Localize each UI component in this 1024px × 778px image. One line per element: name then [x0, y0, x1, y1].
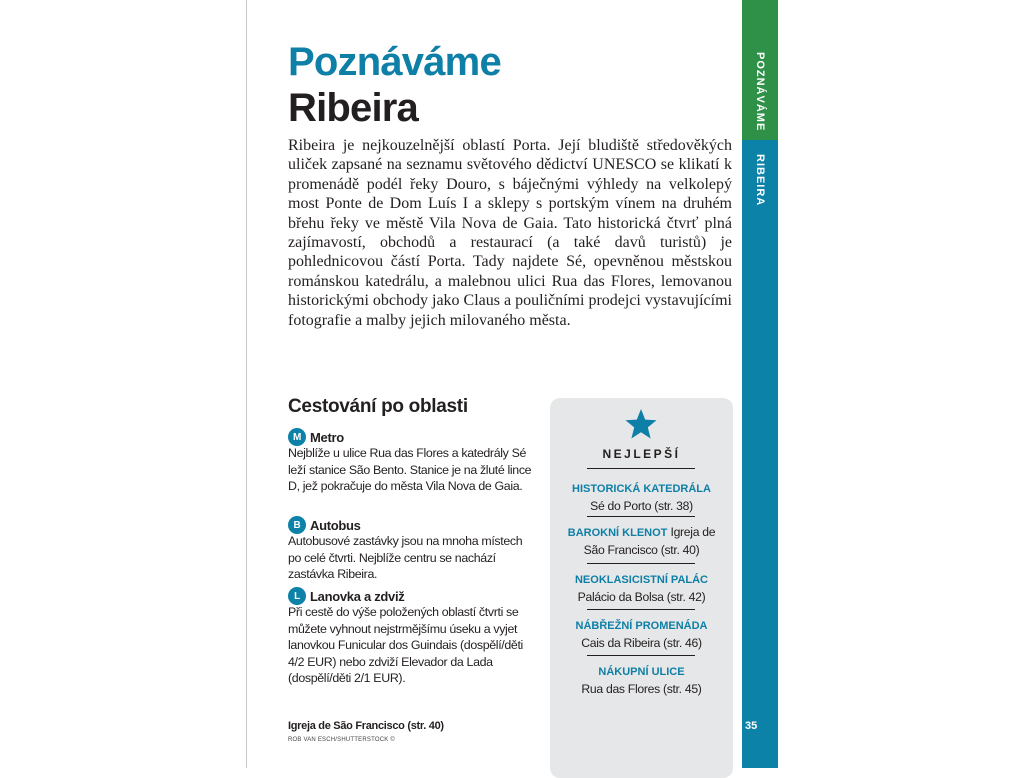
- bus-heading-label: Autobus: [310, 517, 361, 533]
- best-item-5-text: Rua das Flores (str. 45): [581, 682, 702, 696]
- best-separator: [587, 609, 695, 610]
- bus-text: Autobusové zastávky jsou na mnoha místech po celé čtvrti. Nejblíže centru se nachází zastávka Ribeira.: [288, 534, 523, 581]
- best-item-2-text: Igreja de São Francisco (str. 40): [583, 525, 716, 557]
- best-item-4: [556, 617, 727, 652]
- star-icon: [625, 408, 657, 440]
- best-item-1: [556, 480, 727, 515]
- best-separator: [587, 468, 695, 469]
- best-item-4-text: Cais da Ribeira (str. 46): [581, 636, 702, 650]
- best-item-3-text: Palácio da Bolsa (str. 42): [577, 590, 706, 604]
- best-item-3-label: NEOKLASICISTNÍ PALÁC: [574, 574, 709, 586]
- best-item-1-label: HISTORICKÁ KATEDRÁLA: [572, 483, 711, 495]
- intro-paragraph: Ribeira je nejkouzelnější oblastí Porta. Její bludiště středověkých uliček zapsané na seznamu světového dědictví UNESCO se klikatí k promenádě podél řeky Douro, s báječnými výhledy na velkolepý most Ponte de Dom Luís I a sklepy s portským vínem na druhém břehu řeky ve městě Vila Nova de Gaia. Tato historická čtvrť plná zajímavostí, obchodů a restaurací (a také davů turistů) je pohlednicovou částí Porta. Tady najdete Sé, opevněnou městskou románskou katedrálu, a malebnou ulici Rua das Flores, lemovanou historickými obchody jako Claus a pouličními prodejci vystavujícími fotografie a malby jejich milovaného města.: [288, 137, 732, 329]
- page-number: 35: [745, 720, 758, 732]
- cable-car-text: Při cestě do výše položených oblastí čtvrti se můžete vyhnout nejstrmějšímu úseku a vyjet lanovkou Funicular dos Guindais (dospělí/děti 4/2 EUR) nebo zdviží Elevador da Lada (dospělí/děti 2/1 EUR).: [288, 605, 523, 685]
- area-tab: [742, 140, 778, 768]
- page-title-line2: Ribeira: [288, 86, 419, 130]
- best-separator: [587, 655, 695, 656]
- best-item-5: [556, 663, 727, 698]
- best-item-4-label: NÁBŘEŽNÍ PROMENÁDA: [575, 620, 708, 632]
- cable-car-heading-label: Lanovka a zdviž: [310, 588, 405, 604]
- area-tab-label: RIBEIRA: [754, 154, 766, 207]
- page-title-line1: Poznáváme: [288, 40, 501, 84]
- travel-section-title: Cestování po oblasti: [288, 396, 468, 417]
- best-separator: [587, 516, 695, 517]
- best-item-2-label: BAROKNÍ KLENOT: [567, 527, 668, 539]
- metro-text: Nejblíže u ulice Rua das Flores a katedrály Sé leží stanice São Bento. Stanice je na žluté lince D, jež pokračuje do města Vila Nova de Gaia.: [288, 446, 532, 493]
- photo-credit: ROB VAN ESCH/SHUTTERSTOCK ©: [288, 737, 395, 743]
- best-item-3: [556, 571, 727, 606]
- photo-caption: Igreja de São Francisco (str. 40): [288, 720, 444, 732]
- section-tab-label: POZNÁVÁME: [754, 52, 766, 132]
- cable-car-heading: [288, 587, 404, 605]
- metro-heading: [288, 428, 344, 446]
- bus-icon: B: [288, 516, 306, 534]
- metro-heading-label: Metro: [310, 429, 344, 445]
- best-item-2: [556, 524, 727, 559]
- cable-car-icon: L: [288, 587, 306, 605]
- best-item-1-text: Sé do Porto (str. 38): [590, 499, 693, 513]
- best-of-heading: NEJLEPŠÍ: [602, 447, 681, 461]
- metro-icon: M: [288, 428, 306, 446]
- best-item-5-label: NÁKUPNÍ ULICE: [598, 666, 685, 678]
- bus-heading: [288, 516, 361, 534]
- best-separator: [587, 563, 695, 564]
